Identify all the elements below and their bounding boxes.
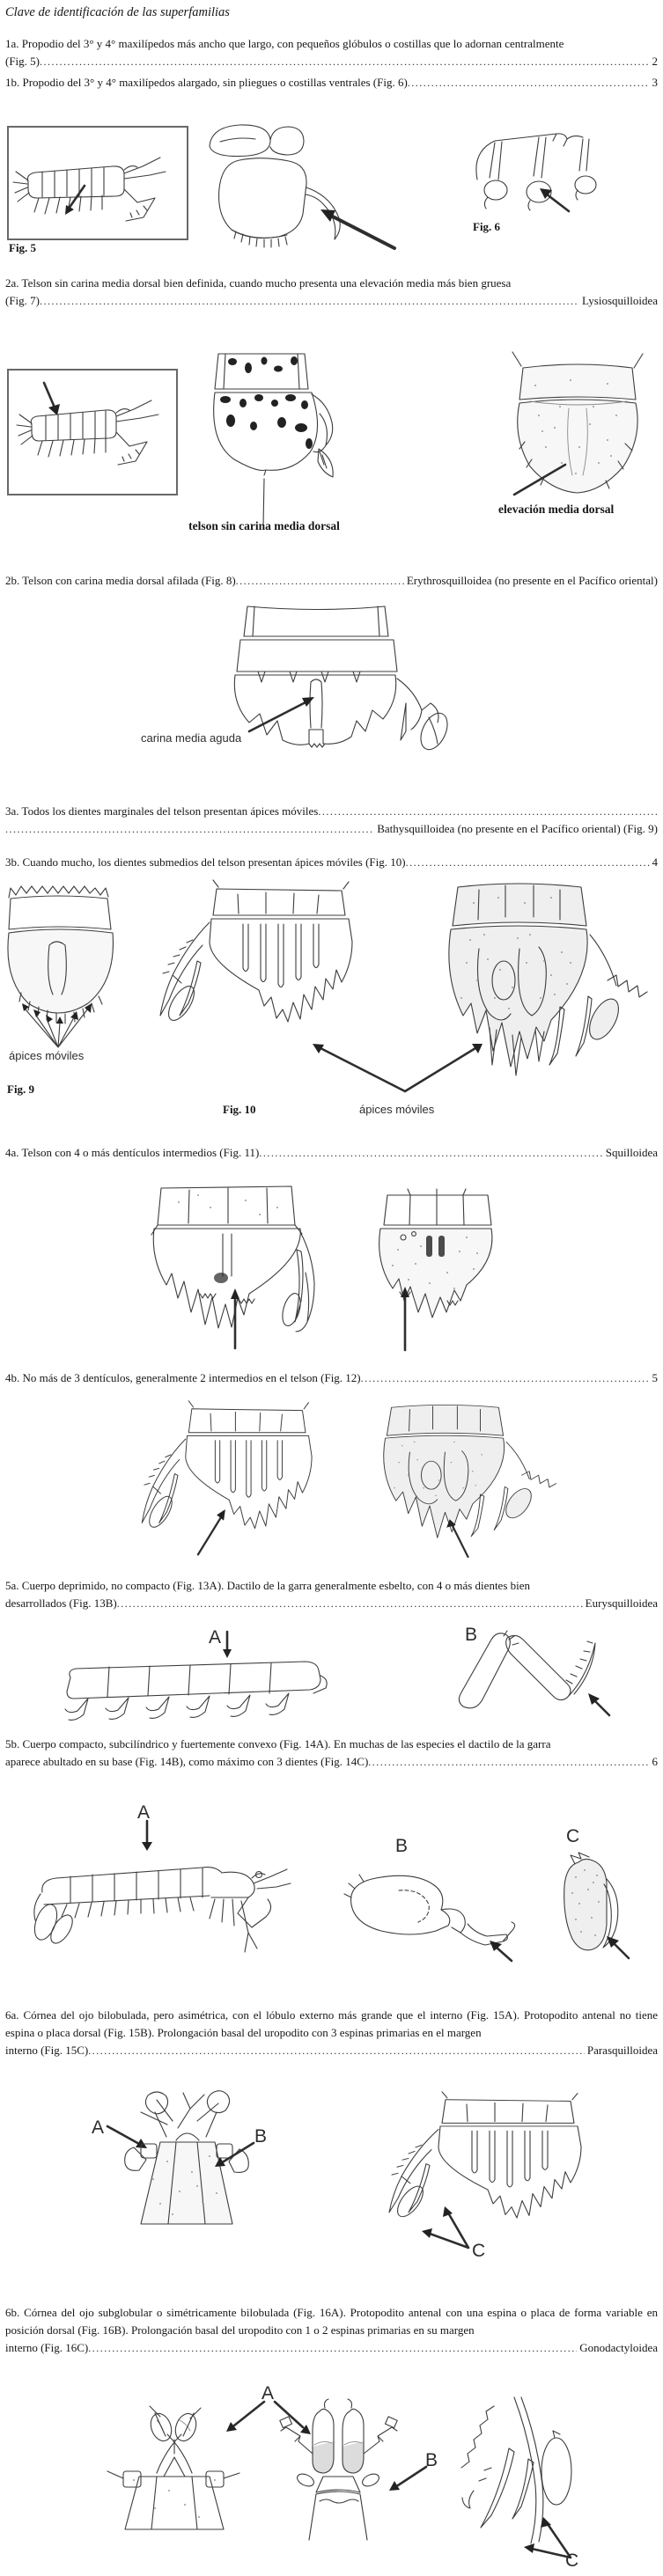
carina-media-aguda-label: carina media aguda <box>141 731 242 745</box>
fig16-letter-b: B <box>425 2450 438 2470</box>
couplet-text: 5a. Cuerpo deprimido, no compacto (Fig. 13A). Dactilo de la garra generalmente esbelto, con 4 o más dientes bien <box>5 1579 531 1592</box>
leader-dots <box>406 854 650 871</box>
couplet-text: 3b. Cuando mucho, los dientes submedios del telson presentan ápices móviles (Fig. 10) <box>5 855 406 869</box>
fig13-a-arrow-icon <box>222 1631 232 1659</box>
fig9-label: Fig. 9 <box>7 1083 35 1096</box>
couplet-result: 3 <box>652 76 658 89</box>
leader-dots <box>5 820 374 838</box>
fig10-telson-left-illustration <box>139 878 368 1054</box>
fig14-letter-c: C <box>566 1826 580 1846</box>
couplet-text: 3a. Todos los dientes marginales del telson presentan ápices móviles <box>5 804 319 818</box>
fig11-telson-right-illustration <box>363 1188 511 1352</box>
couplet-result: 2 <box>652 55 658 68</box>
couplet-text: 2a. Telson sin carina media dorsal bien definida, cuando mucho presenta una elevación media más bien gruesa <box>5 276 512 290</box>
fig12-telson-left-illustration <box>123 1399 326 1558</box>
leader-dots <box>408 74 650 92</box>
couplet-text: 4a. Telson con 4 o más dentículos intermedios (Fig. 11) <box>5 1146 260 1159</box>
leader-dots <box>117 1595 583 1612</box>
leader-dots <box>88 2042 585 2059</box>
fig13a-abdomen-illustration <box>55 1656 335 1723</box>
leader-dots <box>88 2339 577 2357</box>
couplet-text: 1b. Propodio del 3° y 4° maxilípedos alargado, sin pliegues o costillas ventrales (Fig. 6) <box>5 76 408 89</box>
fig14a-stomatopod-illustration <box>26 1848 305 1957</box>
couplet-tail: interno (Fig. 15C) <box>5 2044 89 2057</box>
couplet-result: Squilloidea <box>605 1146 658 1159</box>
fig7-frame <box>7 369 178 495</box>
couplet-4b <box>5 1369 658 1387</box>
fig16-c-arrows-icon <box>519 2514 578 2561</box>
leader-dots <box>259 1144 602 1162</box>
couplet-tail: desarrollados (Fig. 13B) <box>5 1596 117 1610</box>
couplet-result: Lysiosquilloidea <box>582 294 658 307</box>
page-title: Clave de identificación de las superfamilias <box>5 5 230 19</box>
couplet-3b <box>5 854 658 871</box>
fig11-telson-left-illustration <box>136 1181 321 1350</box>
couplet-2b <box>5 572 658 590</box>
couplet-text: 6b. Córnea del ojo subglobular o simétricamente bilobulada (Fig. 16A). Protopodito antenal con una espina o placa de forma variable en posición dorsal (Fig. 16B). Prolongación basal del uropodito con 1 o 2 espinas primarias en su margen <box>5 2306 658 2337</box>
leader-dots <box>318 803 658 820</box>
fig5-maxilliped-propodus-illustration <box>190 116 401 255</box>
fig14-letter-a: A <box>137 1802 151 1823</box>
fig7-shrimp-illustration <box>9 371 176 494</box>
couplet-5a <box>5 1577 658 1612</box>
couplet-text: 6a. Córnea del ojo bilobulada, pero asimétrica, con el lóbulo externo más grande que el interno (Fig. 15A). Protopodito antenal no tiene espina o placa dorsal (Fig. 15B). Prolongación basal del uropodito con 3 espinas primarias en el margen <box>5 2008 658 2039</box>
couplet-2a <box>5 275 658 310</box>
couplet-result: Eurysquilloidea <box>585 1596 658 1610</box>
couplet-text: 4b. No más de 3 dentículos, generalmente 2 intermedios en el telson (Fig. 12) <box>5 1371 361 1384</box>
fig7-telson-elevation-illustration <box>504 350 652 500</box>
couplet-result: Parasquilloidea <box>586 2044 658 2057</box>
fig15-letter-c: C <box>472 2241 486 2261</box>
couplet-3a <box>5 803 658 838</box>
fig16-letter-a: A <box>262 2383 275 2404</box>
couplet-text: 1a. Propodio del 3° y 4° maxilípedos más ancho que largo, con pequeños glóbulos o costillas que lo adornan centralmente <box>5 37 564 50</box>
couplet-5b <box>5 1736 658 1771</box>
fig9-telson-illustration <box>2 877 132 1053</box>
fig14-a-arrow-icon <box>141 1820 153 1852</box>
couplet-text: 5b. Cuerpo compacto, subcilíndrico y fuertemente convexo (Fig. 14A). En muchas de las especies el dactilo de la garra <box>5 1737 551 1750</box>
fig8-telson-carina-illustration <box>180 603 471 751</box>
fig15-letter-a: A <box>92 2117 105 2138</box>
fig5-label: Fig. 5 <box>9 241 37 254</box>
fig15-letter-b: B <box>254 2126 268 2147</box>
couplet-tail: (Fig. 7) <box>5 294 40 307</box>
leader-dots <box>40 292 579 310</box>
couplet-result: Erythrosquilloidea (no presente en el Pacífico oriental) <box>406 574 658 587</box>
apices-moviles-fig10-label: ápices móviles <box>359 1103 435 1116</box>
fig13b-claw-illustration <box>447 1624 613 1724</box>
fig6-label: Fig. 6 <box>473 220 501 233</box>
leader-dots <box>361 1369 650 1387</box>
fig16-b-arrow-icon <box>386 2464 430 2492</box>
couplet-tail: interno (Fig. 16C) <box>5 2341 89 2354</box>
fig10-label: Fig. 10 <box>223 1103 256 1116</box>
fig7-telson-spotted-illustration <box>192 350 337 532</box>
couplet-text: 2b. Telson con carina media dorsal afilada (Fig. 8) <box>5 574 236 587</box>
leader-dots <box>368 1753 649 1771</box>
couplet-result: 5 <box>652 1371 658 1384</box>
fig12-telson-right-illustration <box>359 1401 560 1560</box>
fig10-apices-arrows <box>310 1042 486 1095</box>
fig13-letter-b: B <box>465 1625 478 1645</box>
fig14-letter-b: B <box>395 1836 409 1856</box>
fig16a-head-middle-illustration <box>279 2399 399 2543</box>
couplet-1b <box>5 74 658 92</box>
fig5-shrimp-illustration <box>9 128 187 239</box>
apices-moviles-fig9-label: ápices móviles <box>9 1049 85 1062</box>
fig15-c-arrows-icon <box>414 2202 484 2251</box>
couplet-result: Bathysquilloidea (no presente en el Pacífico oriental) (Fig. 9) <box>377 822 658 835</box>
couplet-1a <box>5 35 658 70</box>
couplet-result: Gonodactyloidea <box>579 2341 658 2354</box>
leader-dots <box>40 53 650 70</box>
telson-sin-carina-label: telson sin carina media dorsal <box>188 519 340 532</box>
couplet-6a <box>5 2007 658 2059</box>
fig14c-dactyl-illustration <box>555 1851 632 1962</box>
fig5-frame <box>7 126 188 240</box>
couplet-result: 4 <box>652 855 658 869</box>
fig15-b-arrow-icon <box>211 2140 257 2169</box>
elevacion-media-label: elevación media dorsal <box>498 503 615 516</box>
fig16-letter-c: C <box>565 2550 579 2571</box>
couplet-tail: aparece abultado en su base (Fig. 14B), como máximo con 3 dientes (Fig. 14C) <box>5 1755 369 1768</box>
fig13-letter-a: A <box>209 1627 222 1648</box>
couplet-result: 6 <box>652 1755 658 1768</box>
couplet-6b <box>5 2304 658 2357</box>
couplet-tail: (Fig. 5) <box>5 55 40 68</box>
couplet-4a <box>5 1144 658 1162</box>
fig14b-claw-illustration <box>332 1868 519 1964</box>
leader-dots <box>236 572 404 590</box>
fig6-maxillipeds-illustration <box>465 128 609 217</box>
fig16a-head-left-illustration <box>104 2403 243 2531</box>
